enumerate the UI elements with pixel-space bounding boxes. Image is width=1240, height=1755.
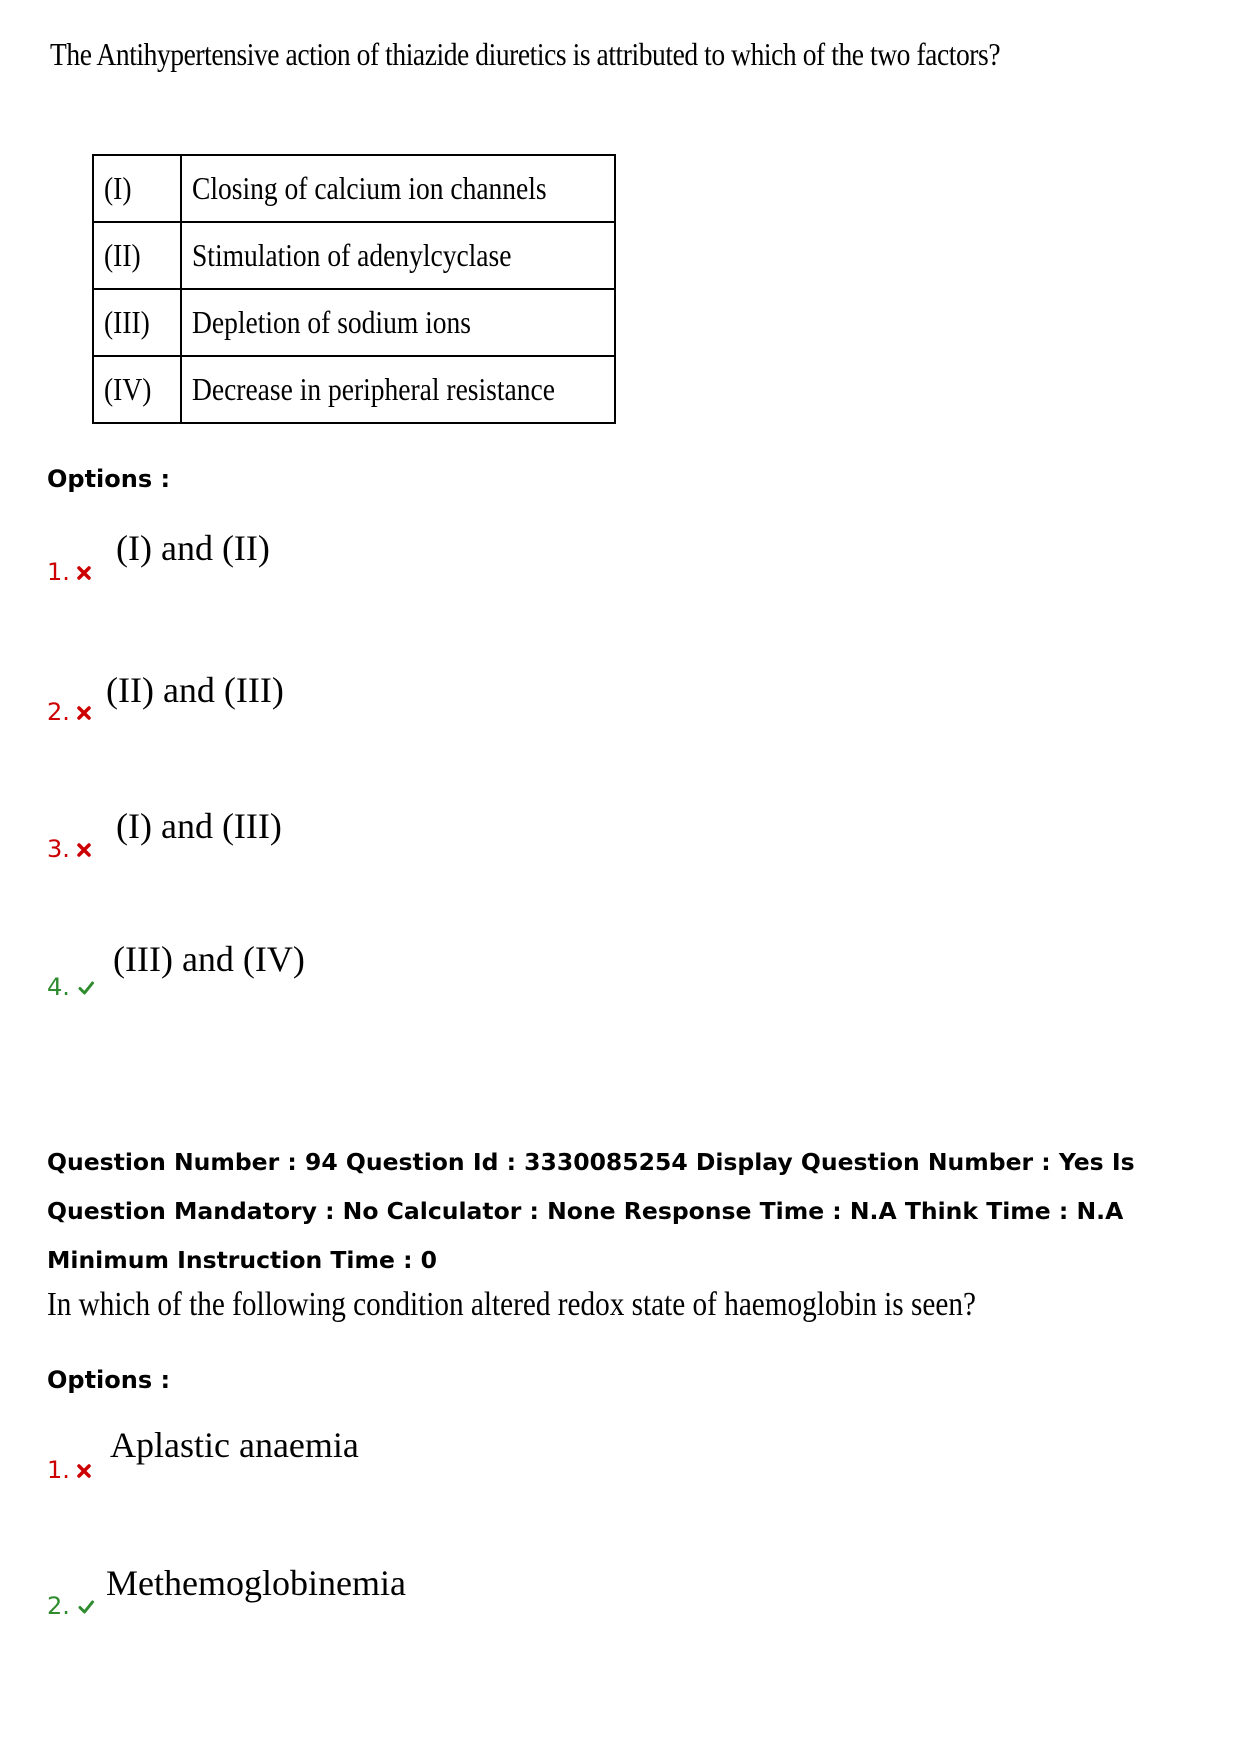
table-row [93, 289, 615, 356]
option-1-text: Aplastic anaemia [110, 1425, 359, 1465]
table-cell-factor: Depletion of sodium ions [181, 289, 615, 356]
option-1-marker [47, 1456, 92, 1484]
question-2-text: In which of the following condition altered redox state of haemoglobin is seen? [47, 1286, 976, 1323]
table-cell-roman: (I) [93, 155, 181, 222]
option-4-marker [47, 973, 96, 1001]
table-cell-roman: (II) [93, 222, 181, 289]
table-cell-roman: (III) [93, 289, 181, 356]
options-label: Options : [47, 465, 171, 493]
option-number: 4. [47, 973, 70, 1001]
factors-table [92, 154, 616, 424]
table-row [93, 155, 615, 222]
option-number: 1. [47, 558, 70, 586]
table-cell-roman: (IV) [93, 356, 181, 423]
cross-icon [76, 565, 92, 581]
option-number: 3. [47, 835, 70, 863]
option-2-text: Methemoglobinemia [106, 1563, 406, 1603]
option-3-text: (I) and (III) [116, 806, 282, 846]
table-row [93, 356, 615, 423]
option-1-text: (I) and (II) [116, 528, 270, 568]
option-number: 1. [47, 1456, 70, 1484]
option-2-text: (II) and (III) [106, 670, 284, 710]
table-row [93, 222, 615, 289]
option-2-marker [47, 698, 92, 726]
table-cell-factor: Decrease in peripheral resistance [181, 356, 615, 423]
option-number: 2. [47, 698, 70, 726]
option-number: 2. [47, 1592, 70, 1620]
table-cell-factor: Stimulation of adenylcyclase [181, 222, 615, 289]
options-label: Options : [47, 1366, 171, 1394]
question-1-text: The Antihypertensive action of thiazide diuretics is attributed to which of the two factors? [50, 36, 1001, 72]
cross-icon [76, 1463, 92, 1479]
checkmark-icon [76, 1599, 96, 1615]
table-cell-factor: Closing of calcium ion channels [181, 155, 615, 222]
option-3-marker [47, 835, 92, 863]
question-metadata: Question Number : 94 Question Id : 3330085254 Display Question Number : Yes Is Question Mandatory : No Calculator : None Response Time : N.A Think Time : N.A Minimum Instruction Time : 0 [47, 1148, 1135, 1274]
option-1-marker [47, 558, 92, 586]
option-2-marker [47, 1592, 96, 1620]
checkmark-icon [76, 980, 96, 996]
cross-icon [76, 705, 92, 721]
cross-icon [76, 842, 92, 858]
option-4-text: (III) and (IV) [113, 939, 305, 979]
